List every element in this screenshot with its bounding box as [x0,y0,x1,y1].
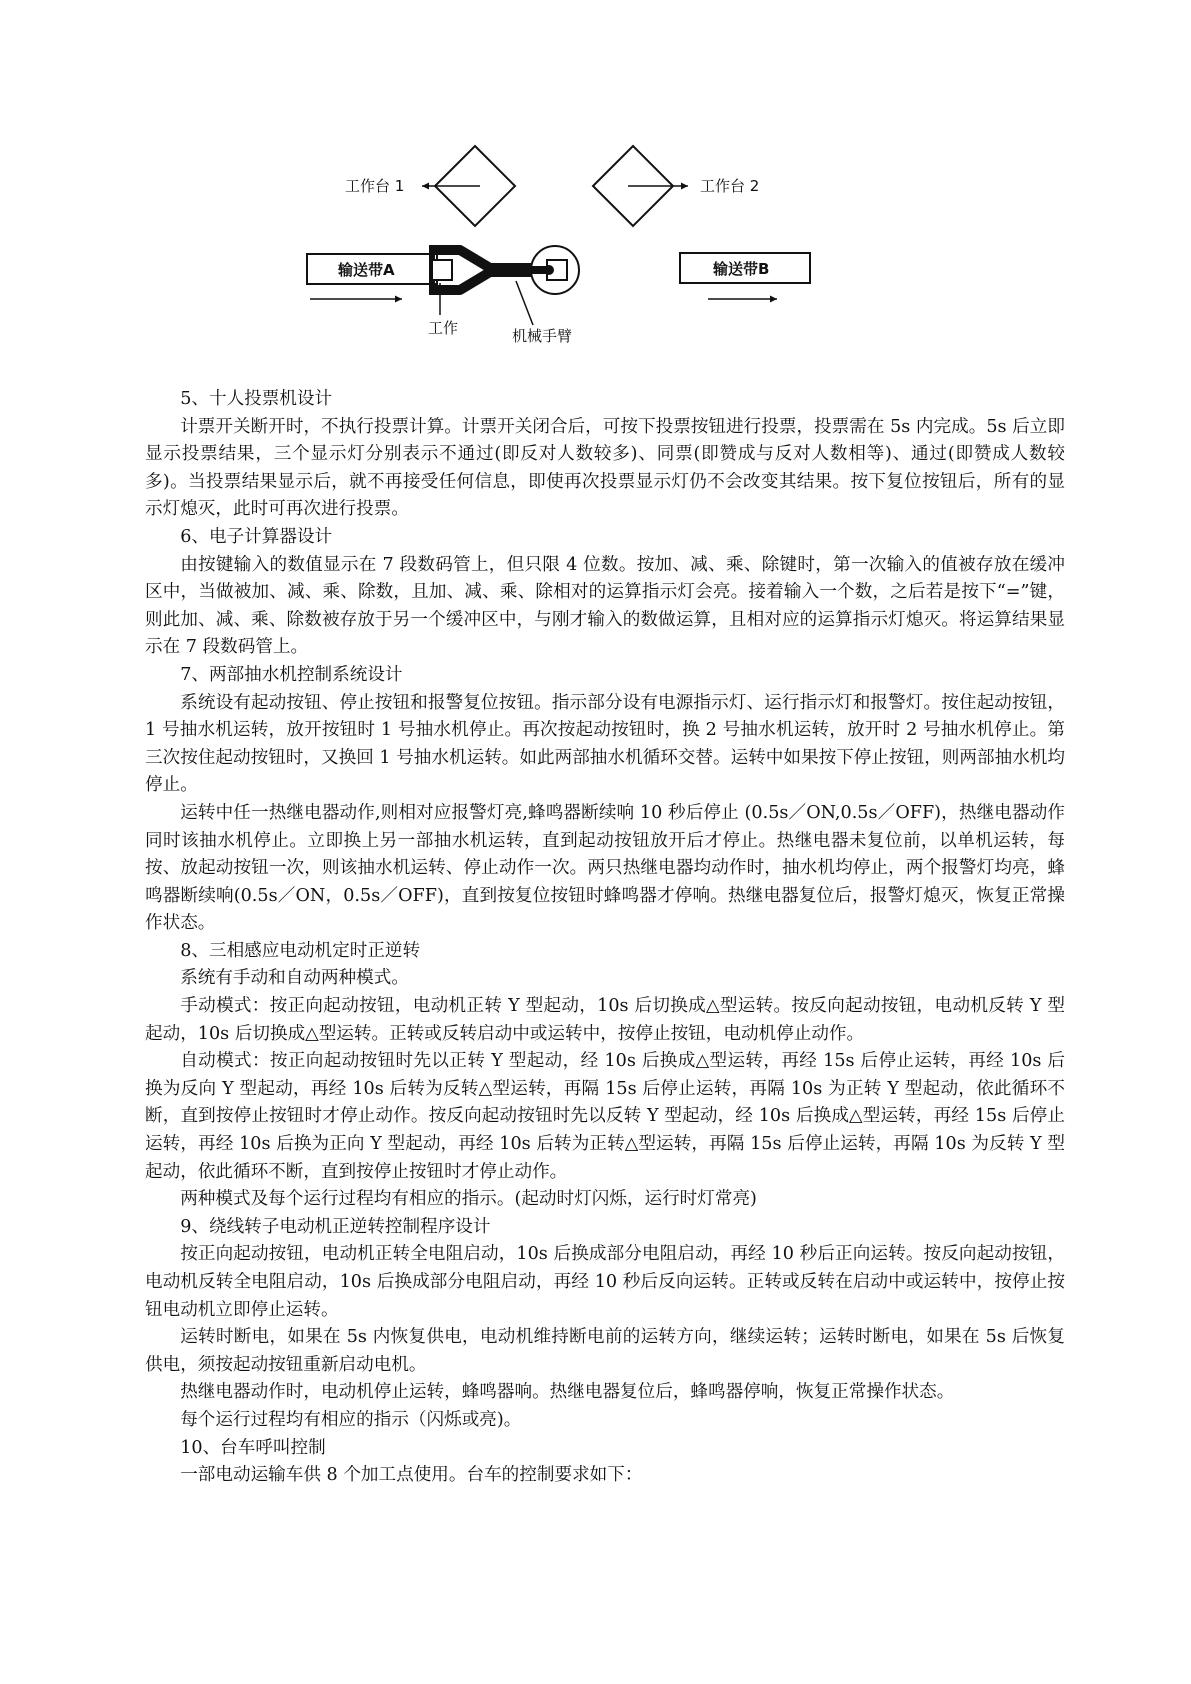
workpiece [432,260,452,280]
robot-arm-diagram [290,135,910,385]
conveyor-b-label: 输送带B [713,260,770,278]
station2-label: 工作台 2 [700,177,760,195]
section-heading: 9、绕线转子电动机正逆转控制程序设计 [180,1216,491,1237]
section-heading: 5、十人投票机设计 [180,389,333,409]
conveyor-a-label: 输送带A [338,261,395,279]
section-heading: 10、台车呼叫控制 [180,1437,326,1458]
paragraph: 热继电器动作时，电动机停止运转，蜂鸣器响。热继电器复位后，蜂鸣器停响，恢复正常操作状态。 [180,1382,955,1403]
paragraph: 由按键输入的数值显示在 7 段数码管上，但只限 4 位数。按加、减、乘、除键时，第一次输入的值被存放在缓冲区中，当做被加、减、乘、除数，且加、减、乘、除相对的运算指示灯会亮。接着输入一个数，之后若是按下“=”键，则此加、减、乘、除数被存放于另一个缓冲区中，与刚才输入的数做运算，且相对应的运算指示灯熄灭。将运算结果显示在 7 段数码管上。 [145,554,1065,658]
section-heading: 8、三相感应电动机定时正逆转 [180,940,421,961]
paragraph: 两种模式及每个运行过程均有相应的指示。(起动时灯闪烁，运行时灯常亮) [180,1189,757,1210]
paragraph: 手动模式：按正向起动按钮，电动机正转 Y 型起动，10s 后切换成△型运转。按反向起动按钮，电动机反转 Y 型起动，10s 后切换成△型运转。正转或反转启动中或运转中，按停止按钮，电动机停止动作。 [145,996,1065,1044]
paragraph: 计票开关断开时，不执行投票计算。计票开关闭合后，可按下投票按钮进行投票，投票需在 5s 内完成。5s 后立即显示投票结果，三个显示灯分别表示不通过(即反对人数较多)、同票(即赞成与反对人数相等)、通过(即赞成人数较多)。当投票结果显示后，就不再接受任何信息，即使再次投票显示灯仍不会改变其结果。按下复位按钮后，所有的显示灯熄灭，此时可再次进行投票。 [145,416,1065,520]
section-heading: 6、电子计算器设计 [180,526,333,547]
paragraph: 按正向起动按钮，电动机正转全电阻启动，10s 后换成部分电阻启动，再经 10 秒后正向运转。按反向起动按钮，电动机反转全电阻启动，10s 后换成部分电阻启动，再经 10 秒后反向运转。正转或反转在启动中或运转中，按停止按钮电动机立即停止运转。 [145,1244,1065,1320]
paragraph: 运转时断电，如果在 5s 内恢复供电，电动机维持断电前的运转方向，继续运转；运转时断电，如果在 5s 后恢复供电，须按起动按钮重新启动电机。 [145,1327,1065,1375]
paragraph: 系统设有起动按钮、停止按钮和报警复位按钮。指示部分设有电源指示灯、运行指示灯和报警灯。按住起动按钮，1 号抽水机运转，放开按钮时 1 号抽水机停止。再次按起动按钮时，换 2 号抽水机运转，放开时 2 号抽水机停止。第三次按住起动按钮时，又换回 1 号抽水机运转。如此两部抽水机循环交替。运转中如果按下停止按钮，则两部抽水机均停止。 [145,692,1065,796]
station1-label: 工作台 1 [345,177,405,195]
paragraph: 一部电动运输车供 8 个加工点使用。台车的控制要求如下： [180,1465,643,1486]
work-label: 工作 [428,319,459,337]
paragraph: 每个运行过程均有相应的指示（闪烁或亮)。 [180,1409,522,1430]
document-body [145,386,1065,1490]
paragraph: 自动模式：按正向起动按钮时先以正转 Y 型起动，经 10s 后换成△型运转，再经 15s 后停止运转，再经 10s 后换为反向 Y 型起动，再经 10s 后转为反转△型运转，再隔 15s 后停止运转，再隔 10s 为正转 Y 型起动，依此循环不断，直到按停止按钮时才停止动作。按反向起动按钮时先以反转 Y 型起动，经 10s 后换成△型运转，再经 15s 后停止运转，再经 10s 后换为正向 Y 型起动，再经 10s 后转为正转△型运转，再隔 15s 后停止运转，再隔 10s 为反转 Y 型起动，依此循环不断，直到按停止按钮时才停止动作。 [145,1051,1065,1182]
paragraph: 系统有手动和自动两种模式。 [180,968,409,989]
section-heading: 7、两部抽水机控制系统设计 [180,664,403,685]
arm-label: 机械手臂 [512,327,573,345]
paragraph: 运转中任一热继电器动作,则相对应报警灯亮,蜂鸣器断续响 10 秒后停止 (0.5s／ON,0.5s／OFF)，热继电器动作同时该抽水机停止。立即换上另一部抽水机运转，直到起动按钮放开后才停止。热继电器未复位前，以单机运转，每按、放起动按钮一次，则该抽水机运转、停止动作一次。两只热继电器均动作时，抽水机均停止，两个报警灯均亮，蜂鸣器断续响(0.5s／ON，0.5s／OFF)，直到按复位按钮时蜂鸣器才停响。热继电器复位后，报警灯熄灭，恢复正常操作状态。 [145,802,1065,934]
